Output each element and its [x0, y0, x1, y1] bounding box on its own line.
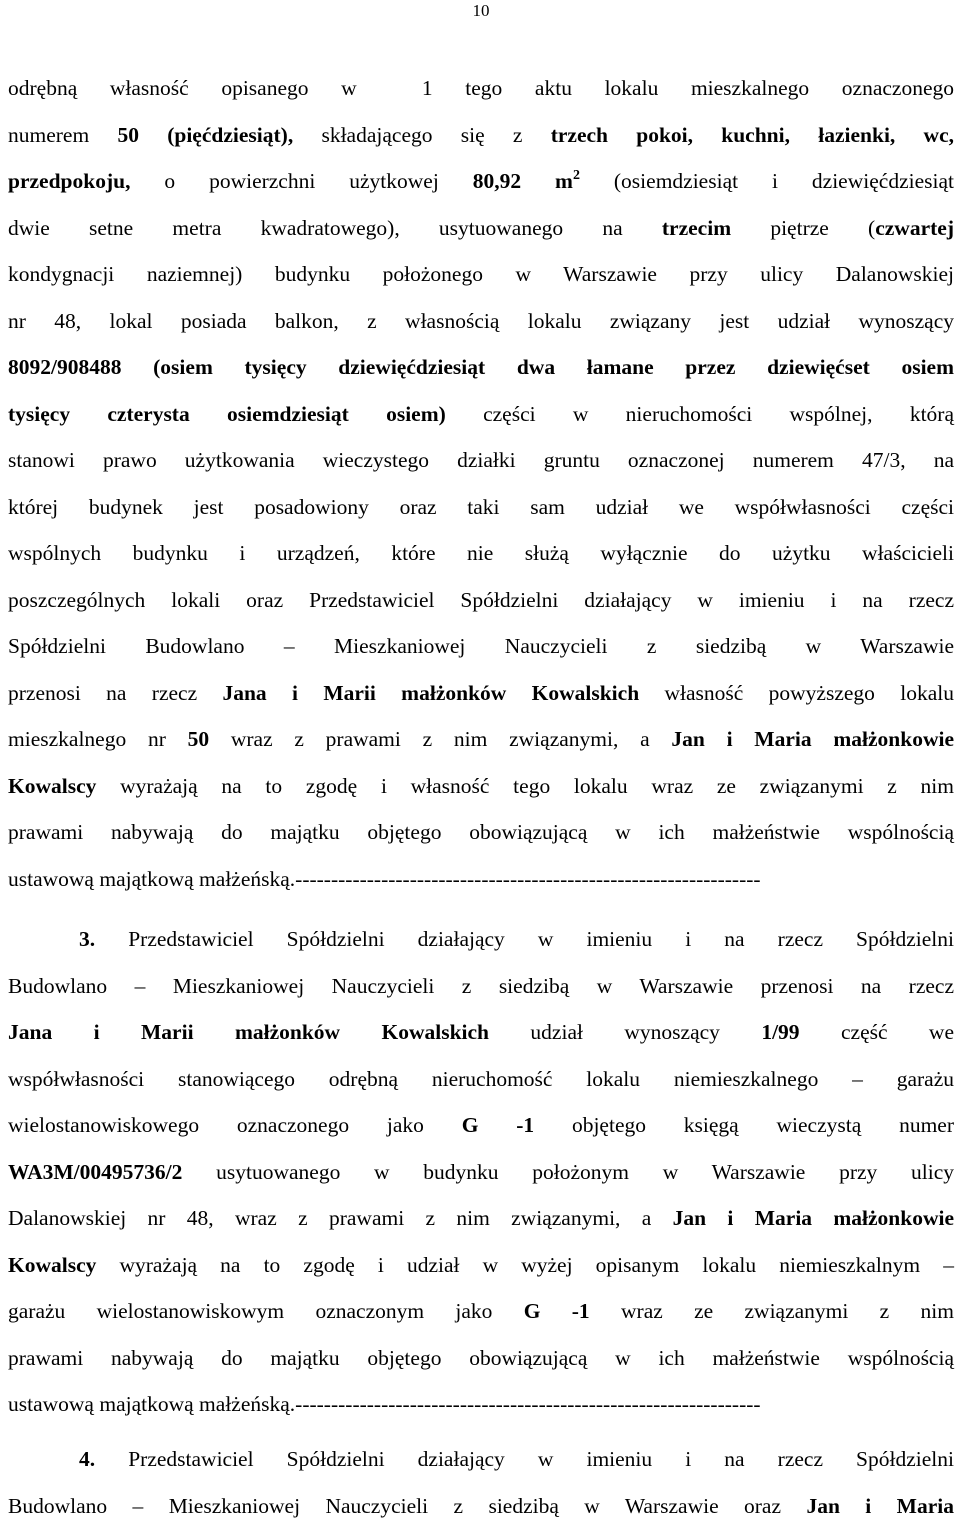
text-run: której budynek jest posadowiony oraz taki sam udział we współwłasności części — [8, 495, 954, 519]
text-run: składającego się z — [293, 123, 551, 147]
text-run: 8092/908488 (osiem tysięcy dziewięćdziesiąt dwa łamane przez dziewięćset osiem — [8, 355, 954, 379]
text-line — [8, 763, 954, 810]
page-number: 10 — [8, 1, 954, 21]
text-run: wraz z prawami z nim związanymi, a — [209, 727, 671, 751]
text-line — [8, 1056, 954, 1103]
text-line — [8, 251, 954, 298]
text-run: objętego księgą wieczystą numer — [534, 1113, 954, 1137]
text-run: Jan i Maria małżonkowie — [673, 1206, 954, 1230]
text-run: wspólnych budynku i urządzeń, które nie służą wyłącznie do użytku właścicieli — [8, 541, 954, 565]
text-run: dwie setne metra kwadratowego), usytuowanego na — [8, 216, 662, 240]
text-line — [8, 1335, 954, 1382]
text-line — [8, 530, 954, 577]
text-run: Jana i Marii małżonków Kowalskich — [8, 1020, 489, 1044]
text-run: 50 — [188, 727, 210, 751]
text-line — [8, 298, 954, 345]
text-line — [8, 916, 954, 963]
text-line — [8, 1149, 954, 1196]
text-run: Kowalscy — [8, 1253, 96, 1277]
text-line — [8, 963, 954, 1010]
text-run: trzecim — [662, 216, 731, 240]
text-run: czwartej — [875, 216, 954, 240]
text-run: przedpokoju, — [8, 169, 130, 193]
text-run: Budowlano – Mieszkaniowej Nauczycieli z siedzibą w Warszawie przenosi na rzecz — [8, 974, 954, 998]
text-line — [8, 809, 954, 856]
text-run: mieszkalnego nr — [8, 727, 188, 751]
text-line — [8, 1288, 954, 1335]
text-line — [8, 856, 954, 903]
superscript: 2 — [573, 168, 580, 183]
text-run: nr 48, lokal posiada balkon, z własnością lokalu związany jest udział wynoszący — [8, 309, 954, 333]
text-run: Przedstawiciel Spółdzielni działający w imieniu i na rzecz Spółdzielni — [95, 927, 954, 951]
text-run: części w nieruchomości wspólnej, którą — [446, 402, 954, 426]
text-run: wyrażają na to zgodę i udział w wyżej opisanym lokalu niemieszkalnym – — [96, 1253, 954, 1277]
text-line — [8, 158, 954, 205]
text-run: G -1 — [462, 1113, 534, 1137]
text-run: wielostanowiskowego oznaczonego jako — [8, 1113, 462, 1137]
text-run: Dalanowskiej nr 48, wraz z prawami z nim związanymi, a — [8, 1206, 673, 1230]
text-line — [8, 1436, 954, 1483]
text-run: część we — [800, 1020, 954, 1044]
text-line — [8, 484, 954, 531]
text-run: trzech pokoi, kuchni, łazienki, wc, — [551, 123, 954, 147]
text-run: udział wynoszący — [489, 1020, 761, 1044]
paragraph-2 — [8, 916, 954, 1428]
text-line — [8, 391, 954, 438]
paragraph-3 — [8, 1436, 954, 1529]
text-run: własność powyższego lokalu — [639, 681, 954, 705]
text-line — [8, 716, 954, 763]
text-run: G -1 — [524, 1299, 590, 1323]
text-line — [8, 344, 954, 391]
text-run: Jana i Marii małżonków Kowalskich — [222, 681, 639, 705]
text-run: kondygnacji naziemnej) budynku położonego w Warszawie przy ulicy Dalanowskiej — [8, 262, 954, 286]
text-run: garażu wielostanowiskowym oznaczonym jako — [8, 1299, 524, 1323]
text-run: 80,92 m — [473, 169, 573, 193]
text-run: poszczególnych lokali oraz Przedstawiciel Spółdzielni działający w imieniu i na rzecz — [8, 588, 954, 612]
text-line — [8, 577, 954, 624]
text-run: tysięcy czterysta osiemdziesiąt osiem) — [8, 402, 446, 426]
text-run: numerem — [8, 123, 117, 147]
text-line — [8, 1195, 954, 1242]
text-run: Jan i Maria — [806, 1494, 954, 1518]
text-line — [8, 112, 954, 159]
document-page — [8, 0, 954, 1517]
text-run: usytuowanego w budynku położonym w Warszawie przy ulicy — [182, 1160, 954, 1184]
text-run: Przedstawiciel Spółdzielni działający w imieniu i na rzecz Spółdzielni — [95, 1447, 954, 1471]
text-run: współwłasności stanowiącego odrębną nieruchomość lokalu niemieszkalnego – garażu — [8, 1067, 954, 1091]
text-line — [8, 1102, 954, 1149]
text-run: o powierzchni użytkowej — [130, 169, 472, 193]
text-run: odrębną własność opisanego w 1 tego aktu lokalu mieszkalnego oznaczonego — [8, 76, 954, 100]
text-run: (osiemdziesiąt i dziewięćdziesiąt — [580, 169, 954, 193]
text-run: wyrażają na to zgodę i własność tego lokalu wraz ze związanymi z nim — [96, 774, 954, 798]
text-run: Kowalscy — [8, 774, 96, 798]
text-line — [8, 437, 954, 484]
text-run: wraz ze związanymi z nim — [590, 1299, 954, 1323]
text-run: 3. — [79, 927, 95, 951]
text-line — [8, 1381, 954, 1428]
text-run: stanowi prawo użytkowania wieczystego działki gruntu oznaczonej numerem 47/3, na — [8, 448, 954, 472]
text-run: przenosi na rzecz — [8, 681, 222, 705]
text-run: Spółdzielni Budowlano – Mieszkaniowej Nauczycieli z siedzibą w Warszawie — [8, 634, 954, 658]
text-line — [8, 1009, 954, 1056]
text-run: prawami nabywają do majątku objętego obowiązującą w ich małżeństwie wspólnością — [8, 820, 954, 844]
text-line — [8, 670, 954, 717]
text-run: WA3M/00495736/2 — [8, 1160, 182, 1184]
text-line — [8, 205, 954, 252]
text-run: Jan i Maria małżonkowie — [671, 727, 954, 751]
text-run: ustawową majątkową małżeńską.----------------------------------------------------------------- — [8, 867, 761, 891]
text-run: 50 (pięćdziesiąt), — [117, 123, 293, 147]
text-run: ustawową majątkową małżeńską.----------------------------------------------------------------- — [8, 1392, 761, 1416]
text-line — [8, 623, 954, 670]
text-run: prawami nabywają do majątku objętego obowiązującą w ich małżeństwie wspólnością — [8, 1346, 954, 1370]
paragraph-1 — [8, 65, 954, 902]
text-line — [8, 1242, 954, 1289]
text-line — [8, 65, 954, 112]
text-run: 1/99 — [761, 1020, 799, 1044]
text-run: 4. — [79, 1447, 95, 1471]
text-line — [8, 1483, 954, 1529]
text-run: Budowlano – Mieszkaniowej Nauczycieli z siedzibą w Warszawie oraz — [8, 1494, 806, 1518]
text-run: piętrze ( — [731, 216, 875, 240]
